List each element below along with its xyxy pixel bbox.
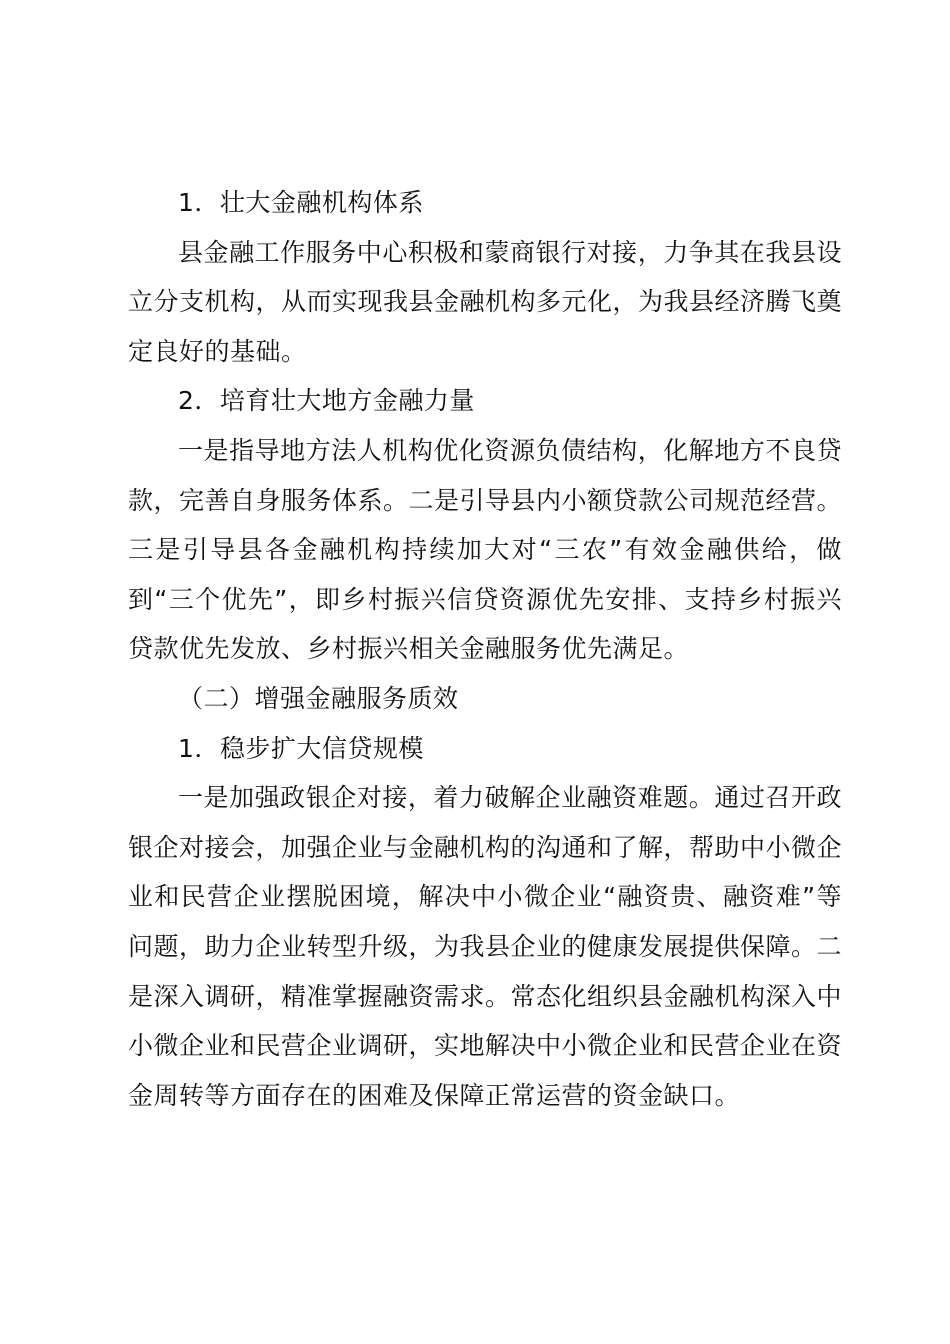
paragraph-credit-scale: 一是加强政银企对接，着力破解企业融资难题。通过召开政银企对接会，加强企业与金融机构的沟通和了解，帮助中小微企业和民营企业摆脱困境，解决中小微企业“融资贵、融资难”等问题，助力企业转型升级，为我县企业的健康发展提供保障。二是深入调研，精准掌握融资需求。常态化组织县金融机构深入中小微企业和民营企业调研，实地解决中小微企业和民营企业在资金周转等方面存在的困难及保障正常运营的资金缺口。 — [128, 783, 843, 1110]
heading-local-finance: 2．培育壮大地方金融力量 — [178, 386, 475, 416]
heading-credit-scale: 1．稳步扩大信贷规模 — [178, 733, 424, 763]
section-heading-service-quality: （二）增强金融服务质效 — [178, 683, 459, 713]
paragraph-local-finance: 一是指导地方法人机构优化资源负债结构，化解地方不良贷款，完善自身服务体系。二是引导县内小额贷款公司规范经营。三是引导县各金融机构持续加大对“三农”有效金融供给，做到“三个优先”，即乡村振兴信贷资源优先安排、支持乡村振兴贷款优先发放、乡村振兴相关金融服务优先满足。 — [128, 435, 843, 664]
heading-strengthen-institutions: 1．壮大金融机构体系 — [178, 188, 424, 217]
paragraph-branch-establishment: 县金融工作服务中心积极和蒙商银行对接，力争其在我县设立分支机构，从而实现我县金融机构多元化，为我县经济腾飞奠定良好的基础。 — [128, 237, 843, 366]
document-body — [128, 178, 842, 1120]
